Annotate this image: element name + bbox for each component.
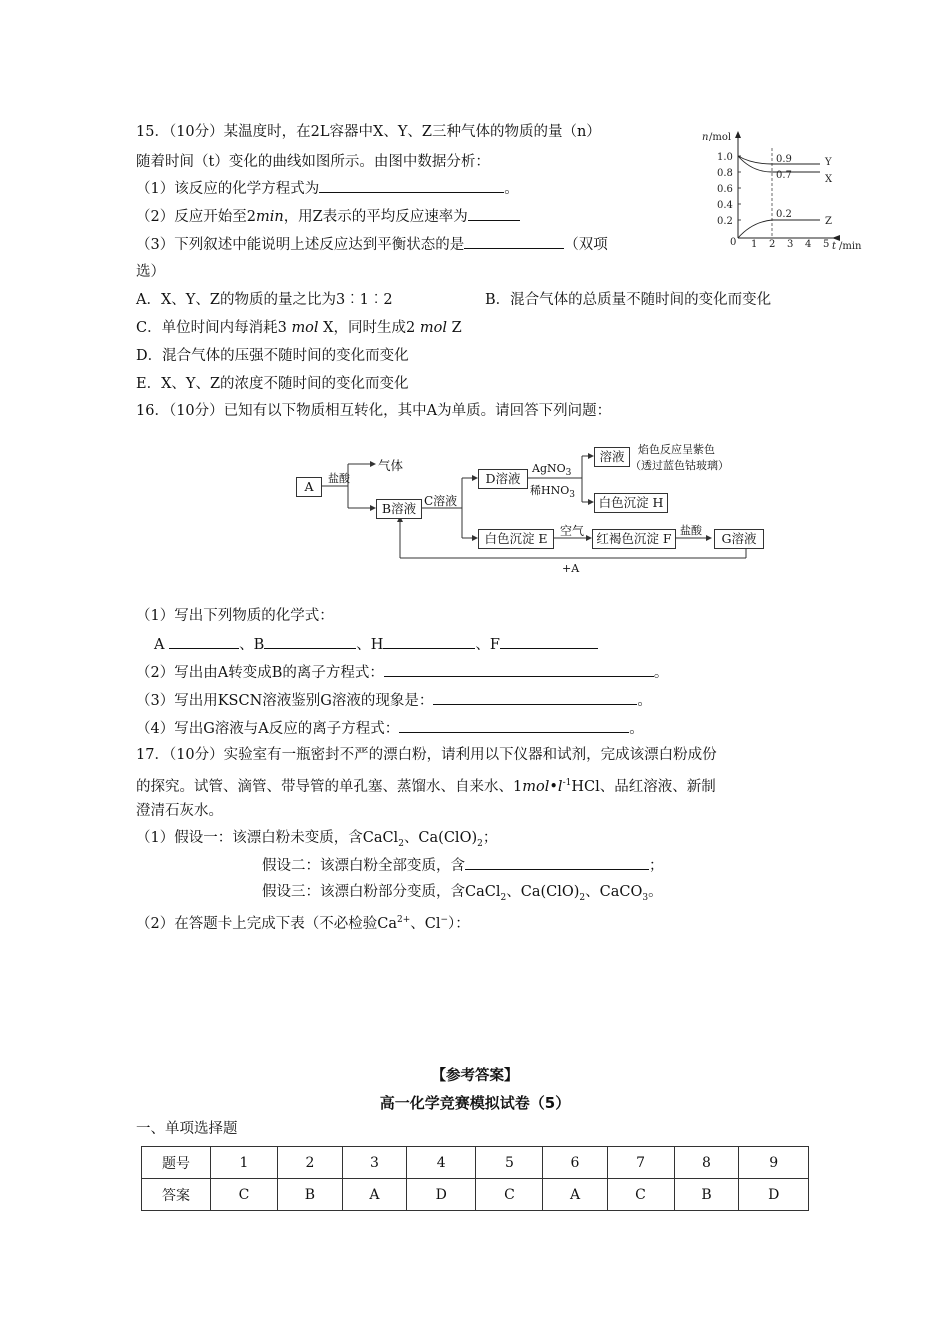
x-tick: 2: [769, 239, 776, 250]
q16-part4-blank[interactable]: [399, 718, 629, 733]
nt-graph: [700, 128, 870, 253]
graph-xlabel-t: t: [832, 241, 837, 252]
q15-intro-line2: 随着时间（t）变化的曲线如图所示。由图中数据分析：: [136, 154, 490, 170]
q17-line1: 17．（10分）实验室有一瓶密封不严的漂白粉，请利用以下仪器和试剂，完成该漂白粉成份: [136, 747, 717, 763]
dot: •: [549, 778, 558, 795]
q16-part4: [136, 718, 644, 739]
q16-part2: [136, 662, 668, 683]
q16-part1: （1）写出下列物质的化学式：: [136, 608, 334, 624]
q16-part2-blank[interactable]: [384, 662, 654, 677]
table-cell: B: [277, 1179, 342, 1211]
q17-part2-mid: 、Cl: [410, 915, 441, 932]
q16-intro: 16．（10分）已知有以下物质相互转化，其中A为单质。请回答下列问题：: [136, 403, 612, 419]
hno3-label: [530, 482, 575, 500]
label-0.7: 0.7: [776, 170, 792, 181]
agno3-text: AgNO: [532, 462, 566, 475]
c-solution-label: C溶液: [424, 494, 458, 508]
graph-xlabel-unit: /min: [839, 241, 862, 252]
table-cell: A: [342, 1179, 406, 1211]
hcl-label-1: 盐酸: [328, 472, 350, 485]
y-tick: 1.0: [717, 152, 733, 163]
q17-hypothesis-1: [136, 828, 497, 854]
agno3-label: [532, 462, 571, 478]
table-cell: D: [739, 1179, 809, 1211]
q15-option-c-end: Z: [446, 320, 462, 336]
curve-z: [738, 220, 820, 238]
q15-part3-end: （双项: [564, 237, 608, 253]
hyp2-end: ；: [649, 858, 664, 874]
unit-min: min: [255, 209, 284, 225]
q17-line2-pre: 的探究。试管、滴管、带导管的单孔塞、蒸馏水、自来水、1: [136, 778, 523, 795]
unit-mol: mol: [522, 778, 550, 795]
q17-line3: 澄清石灰水。: [136, 803, 223, 819]
hyp3-mid: 、Ca(ClO): [506, 884, 580, 900]
unit-l: l: [557, 778, 563, 795]
answer-title: 高一化学竞赛模拟试卷（5）: [379, 1094, 571, 1112]
table-row: [142, 1179, 809, 1211]
y-tick: 0.6: [717, 184, 733, 195]
answer-heading: 【参考答案】: [431, 1068, 519, 1084]
formula-h-label: 、H: [356, 637, 384, 653]
substance-e-box: 白色沉淀 E: [478, 529, 554, 549]
q15-option-c-pre: C．单位时间内每消耗3: [136, 320, 292, 336]
x-tick: 4: [805, 239, 812, 250]
hyp1-pre: （1）假设一：该漂白粉未变质，含CaCl: [136, 830, 399, 846]
period: 。: [504, 181, 519, 197]
q15-part2-blank[interactable]: [468, 206, 520, 221]
subscript: 2: [398, 838, 404, 849]
q15-option-c-mid: X，同时生成2: [318, 320, 420, 336]
formula-a-blank[interactable]: [169, 634, 239, 649]
substance-g-box: G溶液: [714, 529, 764, 549]
flame-test-label: 焰色反应呈紫色: [638, 443, 715, 456]
subscript: 2: [579, 892, 586, 903]
table-cell: 1: [211, 1147, 278, 1179]
q15-option-a: A．X、Y、Z的物质的量之比为3︰1︰2: [136, 292, 393, 308]
q15-part2: [136, 206, 520, 227]
table-cell: C: [211, 1179, 278, 1211]
superscript: -1: [562, 778, 572, 788]
hyp1-end: ；: [482, 830, 498, 846]
superscript: −: [440, 915, 449, 925]
x-tick: 1: [751, 239, 758, 250]
q15-option-c: [136, 318, 462, 338]
q15-part1: [136, 178, 519, 199]
subscript: 3: [642, 892, 649, 903]
x-tick: 3: [787, 239, 794, 250]
table-cell: 2: [277, 1147, 342, 1179]
hcl-label-2: 盐酸: [680, 524, 702, 537]
q16-part4-text: （4）写出G溶液与A反应的离子方程式：: [136, 721, 400, 737]
hyp2-text: 假设二：该漂白粉全部变质，含: [262, 858, 465, 874]
q16-part3-blank[interactable]: [433, 690, 637, 705]
answer-table: [141, 1146, 809, 1211]
q17-line2-rest: HCl、品红溶液、新制: [571, 778, 716, 795]
formula-a-label: A: [154, 637, 170, 653]
substance-b-box: B溶液: [376, 499, 422, 519]
hyp2-blank[interactable]: [465, 855, 649, 870]
table-row: [142, 1147, 809, 1179]
curve-x-label: X: [825, 174, 833, 185]
subscript: 2: [477, 838, 483, 849]
table-cell: 6: [543, 1147, 607, 1179]
label-0.2: 0.2: [776, 209, 792, 220]
y-axis-arrow: [735, 131, 741, 138]
substance-a-box: A: [296, 477, 322, 497]
hyp3-mid2: 、CaCO: [585, 884, 643, 900]
q15-option-e: E．X、Y、Z的浓度不随时间的变化而变化: [136, 376, 409, 392]
period: 。: [629, 721, 644, 737]
q16-flow-diagram: [290, 438, 770, 580]
graph-ylabel-unit: /mol: [709, 132, 732, 143]
table-cell: 9: [739, 1147, 809, 1179]
plus-a-label: +A: [562, 562, 580, 575]
q15-intro-line1: 15．（10分）某温度时，在2L容器中X、Y、Z三种气体的物质的量（n）: [136, 124, 601, 140]
q16-part3: [136, 690, 652, 711]
row-label: 题号: [142, 1147, 211, 1179]
formula-b-label: 、B: [239, 637, 265, 653]
q15-part1-text: （1）该反应的化学方程式为: [136, 181, 320, 197]
table-cell: D: [406, 1179, 476, 1211]
air-label: 空气: [560, 524, 585, 538]
q16-part3-text: （3）写出用KSCN溶液鉴别G溶液的现象是：: [136, 693, 434, 709]
table-cell: C: [607, 1179, 674, 1211]
formula-h-blank[interactable]: [383, 634, 475, 649]
q15-part1-blank[interactable]: [319, 178, 504, 193]
unit-mol: mol: [291, 320, 319, 336]
label-0.9: 0.9: [776, 154, 792, 165]
formula-b-blank[interactable]: [264, 634, 356, 649]
hno3-text: 稀HNO: [530, 484, 570, 497]
q17-part2-end: ）：: [448, 915, 470, 932]
table-cell: 7: [607, 1147, 674, 1179]
y-tick: 0.4: [717, 200, 733, 211]
q15-part2-text: （2）反应开始至2: [136, 209, 256, 225]
q15-part3-text: （3）下列叙述中能说明上述反应达到平衡状态的是: [136, 237, 465, 253]
cobalt-glass-label: （透过蓝色钴玻璃）: [630, 459, 729, 472]
q16-formulas: [154, 634, 598, 655]
table-cell: 4: [406, 1147, 476, 1179]
q15-part3-blank[interactable]: [464, 234, 564, 249]
hyp3-pre: 假设三：该漂白粉部分变质，含CaCl: [262, 884, 501, 900]
table-cell: B: [674, 1179, 739, 1211]
q16-part2-text: （2）写出由A转变成B的离子方程式：: [136, 665, 384, 681]
curve-y-label: Y: [825, 157, 832, 168]
q17-hypothesis-3: [262, 882, 663, 908]
unit-mol: mol: [419, 320, 447, 336]
substance-f-box: 红褐色沉淀 F: [592, 529, 676, 549]
y-tick: 0: [730, 237, 737, 248]
hyp1-mid: 、Ca(ClO): [403, 830, 478, 846]
q15-part3-cont: 选）: [136, 264, 165, 280]
formula-f-label: 、F: [475, 637, 500, 653]
curve-z-label: Z: [825, 216, 832, 227]
q15-part2-rest: ，用Z表示的平均反应速率为: [283, 209, 468, 225]
superscript: 2+: [396, 915, 411, 925]
q15-option-b: B．混合气体的总质量不随时间的变化而变化: [485, 292, 772, 308]
y-tick: 0.2: [717, 216, 733, 227]
y-tick: 0.8: [717, 168, 733, 179]
q17-line2: [136, 773, 716, 797]
table-cell: A: [543, 1179, 607, 1211]
period: 。: [637, 693, 652, 709]
q17-part2: [136, 910, 470, 934]
x-tick: 5: [823, 239, 830, 250]
period: 。: [653, 665, 669, 681]
answer-section: 一、单项选择题: [136, 1121, 238, 1137]
table-cell: 5: [476, 1147, 543, 1179]
q15-part3: [136, 234, 608, 255]
gas-label: 气体: [378, 458, 404, 473]
table-cell: 3: [342, 1147, 406, 1179]
table-cell: 8: [674, 1147, 739, 1179]
q17-part2-pre: （2）在答题卡上完成下表（不必检验Ca: [136, 915, 397, 932]
table-cell: C: [476, 1179, 543, 1211]
formula-f-blank[interactable]: [500, 634, 598, 649]
graph-ylabel-n: n: [702, 132, 709, 143]
substance-h-box: 白色沉淀 H: [594, 493, 668, 513]
subscript: 3: [569, 490, 575, 501]
solution-box: 溶液: [594, 447, 630, 467]
q17-hypothesis-2: [262, 855, 664, 876]
hyp3-end: 。: [648, 884, 663, 900]
row-label: 答案: [142, 1179, 211, 1211]
subscript: 2: [500, 892, 507, 903]
subscript: 3: [565, 468, 572, 479]
substance-d-box: D溶液: [478, 469, 528, 489]
q15-option-d: D．混合气体的压强不随时间的变化而变化: [136, 348, 409, 364]
